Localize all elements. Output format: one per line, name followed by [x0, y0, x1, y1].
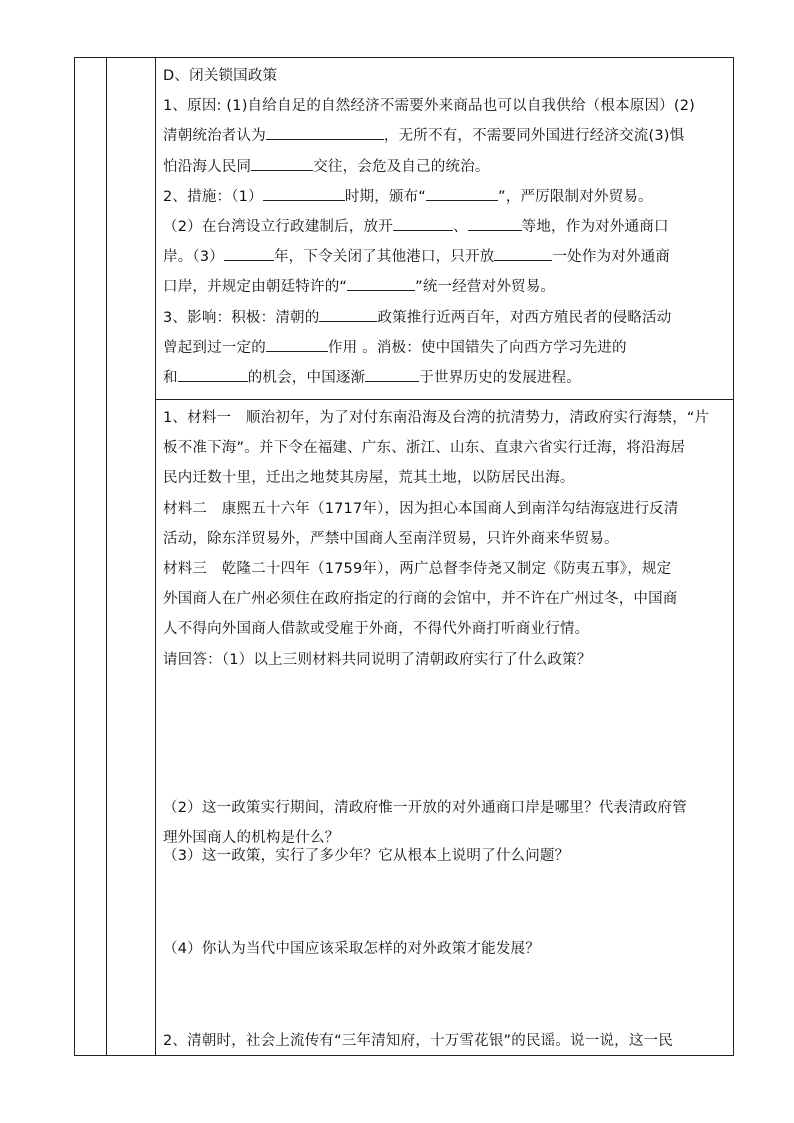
question-2-line: 理外国商人的机构是什么？: [163, 830, 340, 847]
fill-blank[interactable]: [224, 243, 274, 261]
table-row-divider: [155, 399, 733, 400]
fill-blank[interactable]: [468, 213, 522, 231]
question-4: [163, 934, 725, 964]
section-closed-door-policy: [163, 61, 725, 393]
impact-line-2: 曾起到过一定的 作用 。消极：使中国错失了向西方学习先进的: [163, 333, 725, 363]
fill-blank[interactable]: [393, 213, 453, 231]
question-4-line: （4）你认为当代中国应该采取怎样的对外政策才能发展？: [163, 941, 540, 957]
fill-blank[interactable]: [347, 273, 415, 291]
reason-line-1: 1、原因: (1)自给自足的自然经济不需要外来商品也可以自我供给（根本原因）(2): [163, 98, 695, 115]
fill-blank[interactable]: [426, 183, 498, 201]
material-one-line: 民内迁数十里，迁出之地焚其房屋，荒其土地，以防居民出海。: [163, 470, 575, 487]
fill-blank[interactable]: [494, 243, 552, 261]
fill-blank[interactable]: [365, 364, 419, 382]
fill-blank[interactable]: [178, 364, 248, 382]
question-3: [163, 841, 725, 871]
measures-line-4: 口岸，并规定由朝廷特许的“ ”统一经营对外贸易。: [163, 272, 725, 302]
table-column-divider: [106, 58, 107, 1055]
worksheet-table: [74, 57, 734, 1056]
question-1: 请回答：（1）以上三则材料共同说明了清朝政府实行了什么政策？: [163, 651, 592, 668]
material-two-line: 材料二 康熙五十六年（1717年），因为担心本国商人到南洋勾结海寇进行反清: [163, 500, 679, 517]
material-three-line: 材料三 乾隆二十四年（1759年），两广总督李侍尧又制定《防夷五事》，规定: [163, 561, 672, 578]
fill-blank[interactable]: [266, 334, 328, 352]
section-materials: [163, 403, 725, 675]
impact-line-3: 和 的机会，中国逐渐 于世界历史的发展进程。: [163, 363, 725, 393]
measures-line-2: （2）在台湾设立行政建制后，放开 、 等地，作为对外通商口: [163, 212, 725, 242]
question-5: [163, 1026, 725, 1056]
material-three-line: 外国商人在广州必须住在政府指定的行商的会馆中，并不许在广州过冬，中国商: [163, 591, 678, 608]
reason-line-2: 清朝统治者认为 ，无所不有，不需要同外国进行经济交流(3)惧: [163, 121, 725, 151]
question-3-line: （3）这一政策，实行了多少年？它从根本上说明了什么问题？: [163, 848, 570, 864]
fill-blank[interactable]: [251, 153, 313, 171]
question-5-line: 2、清朝时，社会上流传有“三年清知府，十万雪花银”的民谣。说一说，这一民: [163, 1033, 673, 1049]
measures-line-3: 岸。（3） 年，下令关闭了其他港口，只开放 一处作为对外通商: [163, 242, 725, 272]
table-column-divider: [155, 58, 156, 1055]
fill-blank[interactable]: [319, 304, 377, 322]
reason-line-3: 怕沿海人民同 交往，会危及自己的统治。: [163, 152, 725, 182]
measures-line-1: 2、措施：（1） 时期，颁布“ ”，严厉限制对外贸易。: [163, 182, 725, 212]
fill-blank[interactable]: [266, 122, 384, 140]
material-two-line: 活动，除东洋贸易外，严禁中国商人至南洋贸易，只许外商来华贸易。: [163, 530, 619, 547]
fill-blank[interactable]: [263, 183, 345, 201]
material-one-line: 1、材料一 顺治初年，为了对付东南沿海及台湾的抗清势力，清政府实行海禁，“片: [163, 410, 710, 426]
section-heading: D、闭关锁国政策: [163, 68, 278, 84]
question-2-line: （2）这一政策实行期间，清政府惟一开放的对外通商口岸是哪里？代表清政府管: [163, 800, 687, 816]
impact-line-1: 3、影响：积极：清朝的 政策推行近两百年，对西方殖民者的侵略活动: [163, 303, 725, 333]
material-three-line: 人不得向外国商人借款或受雇于外商，不得代外商打听商业行情。: [163, 621, 590, 638]
material-one-line: 板不准下海”。并下令在福建、广东、浙江、山东、直隶六省实行迁海，将沿海居: [163, 440, 686, 457]
